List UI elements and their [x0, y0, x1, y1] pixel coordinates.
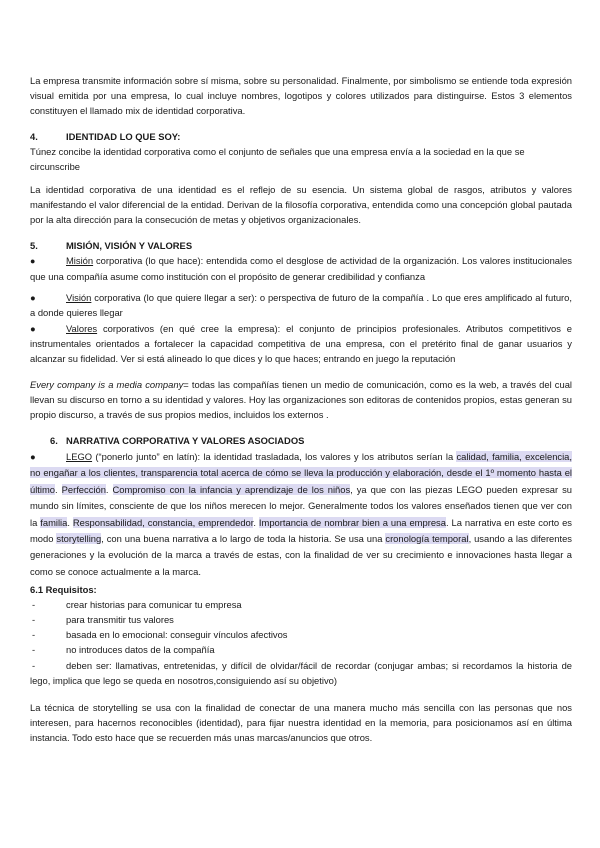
lego-text: .	[253, 516, 259, 528]
bullet-icon: ●	[30, 256, 36, 266]
highlight-nombrar: Importancia de nombrar bien a una empresa	[258, 516, 446, 528]
section-5-number: 5.	[30, 240, 38, 251]
list-item	[30, 598, 572, 613]
highlight-storytelling: storytelling	[56, 533, 102, 545]
lego-text: , ya que con las piezas LEGO pueden expresar su mundo sin límites, consciente de que los niños merecen lo mejor. Generalmente todos los valores enseñados tienen que ver con la	[30, 483, 572, 528]
bullet-icon: ●	[30, 323, 36, 334]
bullet-icon: ●	[30, 451, 36, 462]
requisitos-title: 6.1 Requisitos:	[30, 584, 97, 595]
list-item-text: basada en lo emocional: conseguir vínculos afectivos	[66, 629, 288, 640]
section-4-title: IDENTIDAD LO QUE SOY:	[66, 131, 181, 142]
list-item-text: para transmitir tus valores	[66, 614, 174, 625]
list-item-text: no introduces datos de la compañía	[66, 644, 215, 655]
dash-icon: -	[32, 660, 36, 671]
requisitos-list	[30, 598, 572, 688]
media-company-term: Every company is a media company	[30, 379, 184, 390]
section-6-title: NARRATIVA CORPORATIVA Y VALORES ASOCIADOS	[66, 435, 305, 446]
highlight-responsabilidad: Responsabilidad, constancia, emprendedor	[72, 516, 254, 528]
valores-term: Valores	[66, 323, 98, 334]
section-4-paragraph-1: Túnez concibe la identidad corporativa como el conjunto de señales que una empresa envía a la sociedad en la que se circunscribe	[30, 146, 525, 172]
dash-icon: -	[32, 599, 36, 610]
closing-paragraph: La técnica de storytelling se usa con la finalidad de conectar de una manera mucho más sencilla con las personas que nos interesen, para hacernos reconocibles (identidad), para fijar nuestra identidad en la memoria, para posicionamos así en última instancia. Todo esto hace que se recuerden más unas marcas/anuncios que otros.	[30, 702, 572, 743]
highlight-perfeccion: Perfección	[61, 483, 106, 495]
valores-item	[30, 321, 572, 366]
lego-text: (“ponerlo junto” en latín): la identidad trasladada, los valores y los atributos serían la	[92, 451, 457, 462]
list-item-text: deben ser: llamativas, entretenidas, y difícil de olvidar/fácil de recordar (conjugar ambas; si recordamos la historia de lego, implica que lego se queda en nosotros,consiguiendo así su objetivo)	[30, 660, 572, 686]
list-item	[30, 613, 572, 628]
lego-text: .	[55, 483, 62, 495]
lego-text: .	[67, 516, 73, 528]
list-item	[30, 628, 572, 643]
media-company-paragraph	[30, 377, 572, 422]
section-4-paragraph-2: La identidad corporativa de una identidad es el reflejo de su esencia. Un sistema global de rasgos, atributos y valores manifestando el valor diferencial de la entidad. Derivan de la filosofía corporativa, entendida como una concepción global pautada por la alta dirección para la consecución de metas y objetivos organizacionales.	[30, 184, 572, 225]
dash-icon: -	[32, 629, 36, 640]
dash-icon: -	[32, 614, 36, 625]
mision-term: Misión	[66, 255, 94, 266]
section-6-heading	[50, 433, 572, 448]
lego-text: , con una buena narrativa a lo largo de toda la historia. Se usa una	[101, 533, 386, 545]
vision-item	[30, 290, 572, 320]
list-item	[30, 643, 572, 658]
mision-text: corporativa (lo que hace): entendida como el desglose de actividad de la organización. Los valores institucionales que una compañía asume como institución con el propósito de generar credibilidad y confianza	[30, 255, 572, 282]
vision-text: corporativa (lo que quiere llegar a ser): o perspectiva de futuro de la compañía . Lo que eres amplificado al futuro, a donde quieres llegar	[30, 292, 572, 318]
dash-icon: -	[32, 644, 36, 655]
section-4-number: 4.	[30, 131, 38, 142]
mision-item	[30, 253, 572, 284]
bullet-icon: ●	[30, 292, 36, 303]
lego-text: .	[105, 483, 113, 495]
highlight-cronologia: cronología temporal	[385, 533, 469, 545]
lego-term: LEGO	[66, 451, 93, 462]
list-item-text: crear historias para comunicar tu empresa	[66, 599, 242, 610]
highlight-values: calidad, familia, excelencia, no engañar a los clientes, transparencia total acerca de cómo se lleva la producción y elaboración, desde el 1º momento hasta el último	[30, 451, 572, 495]
section-5-title: MISIÓN, VISIÓN Y VALORES	[66, 240, 193, 251]
valores-text: corporativos (en qué cree la empresa): el conjunto de principios profesionales. Atributos competitivos e instrumentales orientados a fortalecer la capacidad competitiva de una empresa, con el pretérito final de ganar usuarios y alcanzar su fidelidad. Ver si está alineado lo que dices y lo que haces; entrando en juego la reputación	[30, 323, 572, 364]
intro-paragraph: La empresa transmite información sobre sí misma, sobre su personalidad. Finalmente, por simbolismo se entiende toda expresión visual emitida por una empresa, lo cual incluye nombres, logotipos y colores utilizados para distinguirse. Estos 3 elementos constituyen el llamado mix de identidad corporativa.	[30, 75, 572, 116]
vision-term: Visión	[66, 292, 92, 303]
list-item	[30, 658, 572, 688]
lego-paragraph	[30, 449, 572, 580]
section-5-heading	[30, 238, 572, 253]
section-4-heading	[30, 129, 572, 144]
section-6-number: 6.	[50, 435, 58, 446]
highlight-familia: familia	[40, 516, 68, 528]
lego-text: , usando a las diferentes generaciones y la evolución de la marca a través de estas, con la finalidad de ver su crecimiento e innovaciones hasta llegar a como se conoce actualmente a la marca.	[30, 533, 572, 577]
media-company-text: = todas las compañías tienen un medio de comunicación, como es la web, a través del cual llevan su discurso en torno a su identidad y valores. Hoy las organizaciones son editoras de contenidos propios, estas generan su propio discurso, a través de sus propios medios, incluidos los externos .	[30, 379, 572, 420]
lego-text: . La narrativa en este corto es modo	[30, 516, 572, 545]
highlight-compromiso: Compromiso con la infancia y aprendizaje de los niños	[112, 483, 351, 495]
